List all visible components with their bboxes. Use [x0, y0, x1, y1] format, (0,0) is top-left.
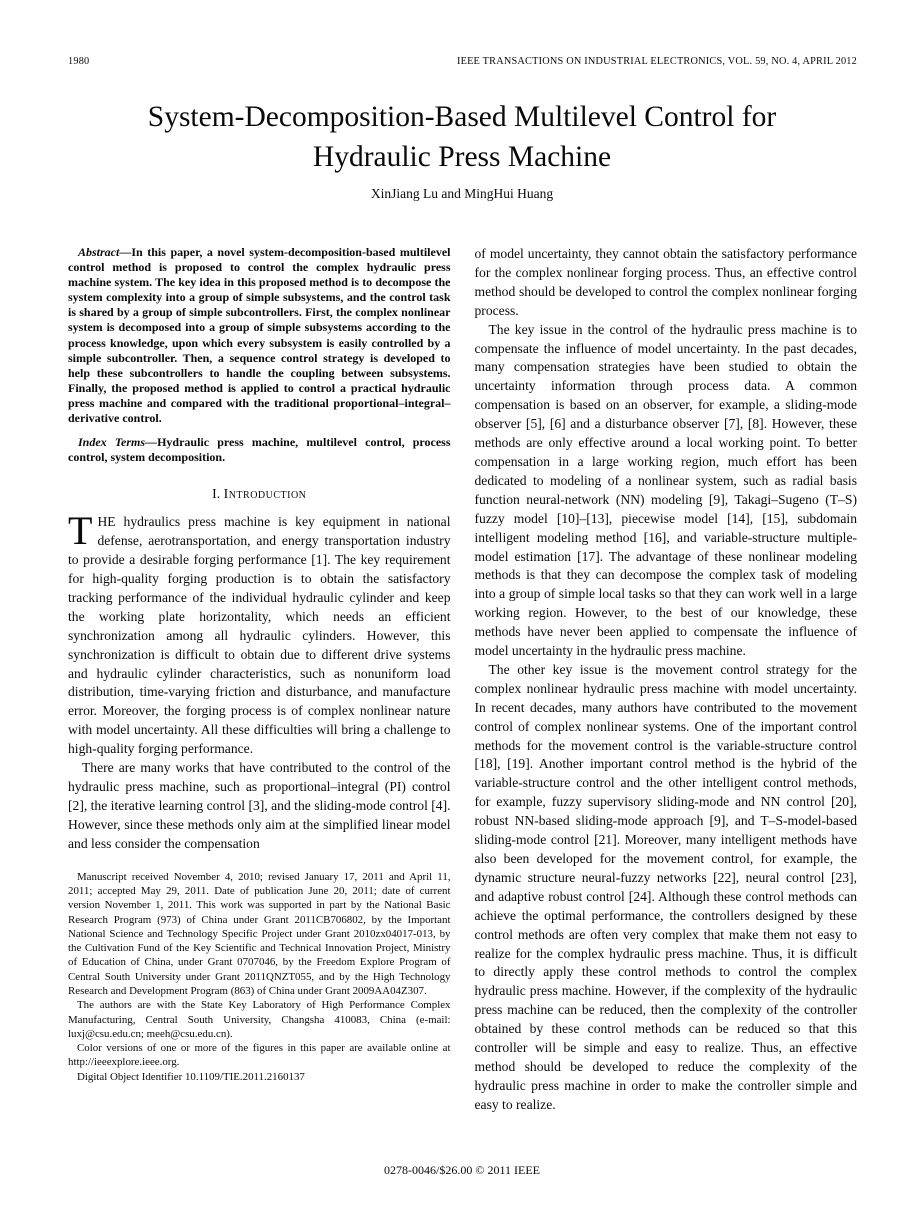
- footnote-doi: Digital Object Identifier 10.1109/TIE.2011.2160137: [77, 1070, 305, 1083]
- abstract-text: In this paper, a novel system-decomposition-based multilevel control method is proposed to control the complex hydraulic press machine system. The key idea in this proposed method is to decompose the system complexity into a group of simple subsystems, and the control task is shared by a group of simple subcontrollers. First, the complex nonlinear system is decomposed into a group of simple subsystems according to the process knowledge, upon which every subsystem is easily controlled by a simple subcontroller. Then, a sequence control strategy is developed to help these subcontrollers to handle the coupling between subsystems. Finally, the proposed method is applied to control a practical hydraulic press machine and compared with the traditional proportional–integral–derivative control.: [68, 245, 451, 426]
- authors: XinJiang Lu and MingHui Huang: [370, 186, 554, 201]
- footnote-affiliation: The authors are with the State Key Laboratory of High Performance Complex Manufacturing, Central South University, Changsha 410083, China (e-mail: luxj@csu.edu.cn; meeh@csu.edu.cn).: [68, 999, 451, 1040]
- section-heading-introduction: [68, 486, 451, 502]
- dropcap: T: [68, 508, 93, 554]
- right-column: [475, 245, 858, 1115]
- section-number: I.: [212, 486, 221, 502]
- paper-title: [0, 97, 924, 177]
- paper-title-line2: Hydraulic Press Machine: [312, 141, 612, 173]
- index-terms-text: Hydraulic press machine, multilevel control, process control, system decomposition.: [68, 435, 451, 465]
- intro-paragraph-1: [68, 508, 451, 759]
- footnote-manuscript: Manuscript received November 4, 2010; revised January 17, 2011 and April 11, 2011; accepted May 29, 2011. Date of publication June 20, 2011; date of current version November 1, 2011. This work was supported in part by the National Basic Research Program (973) of China under Grant 2011CB706802, by the Important National Science and Technology Specific Project under Grant 2010zx04017-013, by the Cultivation Fund of the Key Scientific and Technical Innovation Project, Ministry of Education of China, under Grant 0707046, by the Freedom Explore Program of Central South University under Grant 2011QNZT055, and by the High Technology Research and Development Program (863) of China under Grant 2009AA04Z307.: [68, 870, 451, 997]
- right-paragraph-1: of model uncertainty, they cannot obtain the satisfactory performance for the complex nonlinear forging process. Thus, an effective control method should be developed to control the complex nonlinear forging process.: [474, 246, 857, 318]
- intro-paragraph-1-text: HE hydraulics press machine is key equipment in national defense, aerotransportation, and energy transportation industry to provide a desirable forging performance [1]. The key requirement for high-quality forging production is to obtain the satisfactory tracking performance of the individual hydraulic cylinder and keep the working plate horizontality, which needs an efficient synchronization among all hydraulic cylinders. However, this synchronization is difficult to obtain due to different drive systems and hydraulic cylinder characteristics, such as nonuniform load distribution, time-varying friction and disturbance, and manufacture error. Moreover, the forging process is of complex nonlinear nature with model uncertainty. All these difficulties will bring a challenge to high-quality forging performance.: [68, 514, 451, 757]
- two-column-body: [68, 245, 857, 1115]
- abstract-label: Abstract—: [78, 245, 132, 259]
- page-number: 1980: [68, 56, 90, 67]
- right-paragraph-2: The key issue in the control of the hydraulic press machine is to compensate the influence of model uncertainty. In the past decades, many compensation strategies have been studied to obtain the uncertainty information through process data. A common compensation is based on an observer, for example, a sliding-mode observer [5], [6] and a disturbance observer [7], [8]. However, these methods are only effective around a local working point. To better compensation in a large working region, much effort has been dedicated to modeling of a nonlinear system, such as radial basis function neural-network (NN) modeling [9], Takagi–Sugeno (T–S) fuzzy model [10]–[13], piecewise model [14], [15], subdomain intelligent modeling method [16], and variable-structure multiple-model estimation [17]. The advantage of these nonlinear modeling methods is that they can decompose the complex task of modeling into a group of simple local tasks so that they can work well in a large working region. However, to the best of our knowledge, these methods have never been applied to compensate the influence of model uncertainty in the hydraulic press machine.: [474, 321, 857, 659]
- index-terms-label: Index Terms—: [78, 435, 158, 450]
- running-header: [68, 56, 857, 67]
- first-page-footnote: [68, 870, 451, 1084]
- right-paragraph-3: The other key issue is the movement control strategy for the complex nonlinear hydraulic press machine with model uncertainty. In recent decades, many authors have contributed to the movement control of complex nonlinear systems. One of the important control methods for the movement control is the variable-structure control [18], [19]. Another important control method is the hybrid of the variable-structure control and the other intelligent control methods, for example, fuzzy supervisory sliding-mode and NN control [20], robust NN-based sliding-mode approach [9], and T–S-model-based sliding-mode control [21]. Moreover, many intelligent methods have also been developed for the movement control, for example, the dynamic structure neural-fuzzy networks [22], neural control [23], and adaptive robust control [24]. Although these control methods can achieve the optimal performance, the controllers designed by these control methods are often very complex that make them not easy to realize for the complex hydraulic press machine. Thus, it is difficult to directly apply these control methods to control the complex hydraulic press machine. However, if the complexity of the hydraulic press machine can be reduced, then the complexity of the controller obtained by these control methods can be reduced so that this controller will be simple and easy to realize. Thus, an effective method should be developed to reduce the complexity of the hydraulic press machine in order to make the controller simple and easy to realize.: [474, 661, 857, 1112]
- paper-title-line1: System-Decomposition-Based Multilevel Control for: [147, 101, 777, 133]
- abstract: [68, 245, 451, 426]
- journal-title: IEEE TRANSACTIONS ON INDUSTRIAL ELECTRONICS, VOL. 59, NO. 4, APRIL 2012: [456, 56, 857, 67]
- left-column: [68, 245, 451, 1115]
- footnote-color-versions: Color versions of one or more of the figures in this paper are available online at http://ieeexplore.ieee.org.: [68, 1042, 451, 1069]
- section-title: Introduction: [223, 486, 307, 502]
- index-terms: [68, 435, 451, 465]
- intro-paragraph-2: There are many works that have contributed to the control of the hydraulic press machine, such as proportional–integral (PI) control [2], the iterative learning control [3], and the sliding-mode control [4]. However, since these methods only aim at the simplified linear model and less consider the compensation: [68, 760, 451, 851]
- title-block: [0, 97, 924, 202]
- copyright-footer: 0278-0046/$26.00 © 2011 IEEE: [384, 1163, 540, 1177]
